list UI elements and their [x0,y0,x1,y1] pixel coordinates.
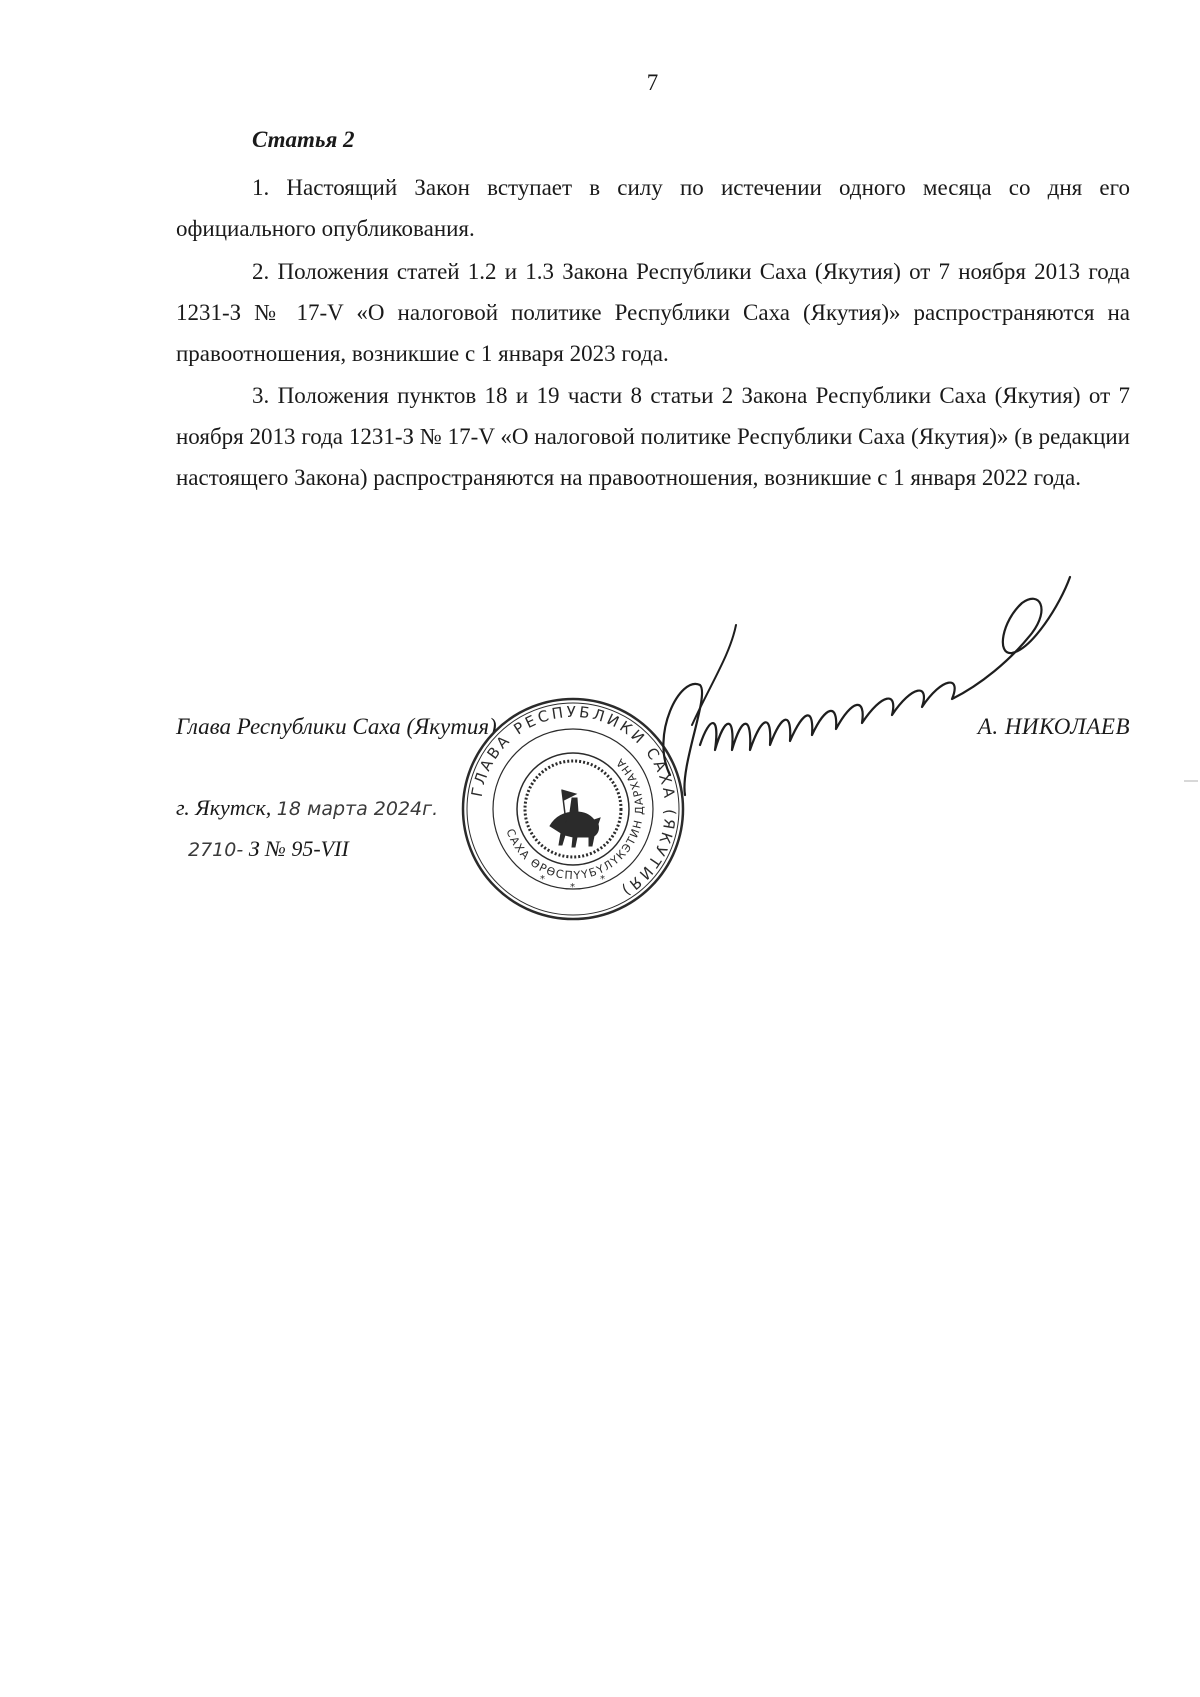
article-title: Статья 2 [252,127,355,152]
city-label: г. Якутск, [176,795,272,820]
article-paragraph-1: 1. Настоящий Закон вступает в силу по истечении одного месяца со дня его официального опубликования. [176,175,1130,241]
svg-text:ГЛАВА РЕСПУБЛИКИ САХА (ЯКУТИЯ): ГЛАВА РЕСПУБЛИКИ САХА (ЯКУТИЯ) [467,702,680,901]
handwritten-signature [640,565,1100,825]
article-paragraph-3: 3. Положения пунктов 18 и 19 части 8 статьи 2 Закона Республики Саха (Якутия) от 7 ноября 2013 года 1231-З № 17-V «О налоговой политике Республики Саха (Якутия)» (в редакции настоящего Закона) распространяются на правоотношения, возникшие с 1 января 2022 года. [176,383,1130,490]
registration-number: З № 95-VII [248,836,349,861]
svg-text:*: * [600,874,605,885]
handwritten-registration-number: 2710- [188,839,244,861]
signer-position: Глава Республики Саха (Якутия) [176,714,497,739]
scan-artifact [1184,780,1198,782]
svg-text:*: * [540,874,545,885]
coat-of-arms-icon [550,790,600,847]
handwritten-date: 18 марта 2024г. [276,798,439,820]
page-number: 7 [646,70,659,95]
registration-line [188,836,349,862]
signer-name: А. НИКОЛАЕВ [977,714,1130,739]
place-date-line [176,795,438,821]
svg-text:*: * [570,882,575,893]
article-paragraph-2: 2. Положения статей 1.2 и 1.3 Закона Республики Саха (Якутия) от 7 ноября 2013 года 1231-З № 17-V «О налоговой политике Республики Саха (Якутия)» распространяются на правоотношения, возникшие с 1 января 2023 года. [176,259,1130,366]
svg-text:САХА ӨРӨСПYYБYЛYКЭТИН ДАРХАНА: САХА ӨРӨСПYYБYЛYКЭТИН ДАРХАНА [503,754,647,883]
